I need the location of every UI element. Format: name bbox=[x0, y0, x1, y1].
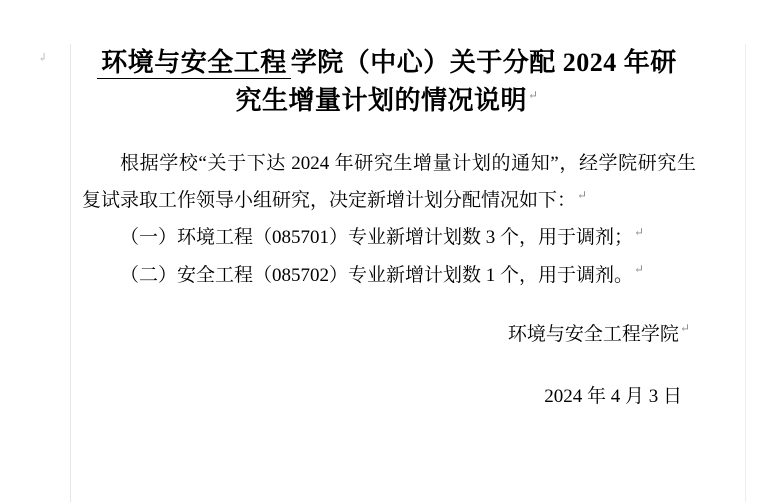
body-paragraph-1 bbox=[82, 145, 696, 219]
title-line-1-rest: 学院（中心）关于分配 2024 年研 bbox=[290, 48, 677, 77]
document-page bbox=[0, 44, 774, 502]
body-list-item-2-text: （二）安全工程（085702）专业新增计划数 1 个，用于调剂。 bbox=[120, 264, 634, 286]
signature-name-text: 环境与安全工程学院 bbox=[507, 323, 679, 345]
paragraph-mark-icon: ↵ bbox=[679, 321, 690, 336]
title-line-1 bbox=[62, 44, 712, 82]
body-list-item-2 bbox=[82, 257, 696, 294]
body-paragraph-1-text: 根据学校“关于下达 2024 年研究生增量计划的通知”，经学院研究生复试录取工作领导小组研究，决定新增计划分配情况如下： bbox=[82, 153, 696, 212]
scan-corner-mark: ↲ bbox=[38, 52, 48, 64]
paragraph-mark-icon: ↵ bbox=[634, 262, 645, 277]
paragraph-mark-icon: ↵ bbox=[634, 225, 645, 240]
title-line-2 bbox=[62, 82, 712, 120]
title-line-2-text: 究生增量计划的情况说明 bbox=[235, 85, 527, 115]
paragraph-mark-icon: ↵ bbox=[577, 188, 588, 203]
body-list-item-1-text: （一）环境工程（085701）专业新增计划数 3 个，用于调剂； bbox=[120, 227, 634, 249]
signature-name bbox=[40, 316, 690, 354]
document-body bbox=[40, 145, 734, 293]
document-signature-block bbox=[40, 316, 734, 416]
title-college-name: 环境与安全工程 bbox=[97, 48, 291, 79]
signature-date: 2024 年 4 月 3 日 bbox=[544, 385, 682, 407]
body-list-item-1 bbox=[82, 219, 696, 256]
paragraph-mark-icon: ↵ bbox=[527, 88, 539, 103]
page-edge-right bbox=[745, 44, 746, 502]
page-edge-left bbox=[70, 44, 71, 502]
document-title bbox=[40, 44, 734, 119]
